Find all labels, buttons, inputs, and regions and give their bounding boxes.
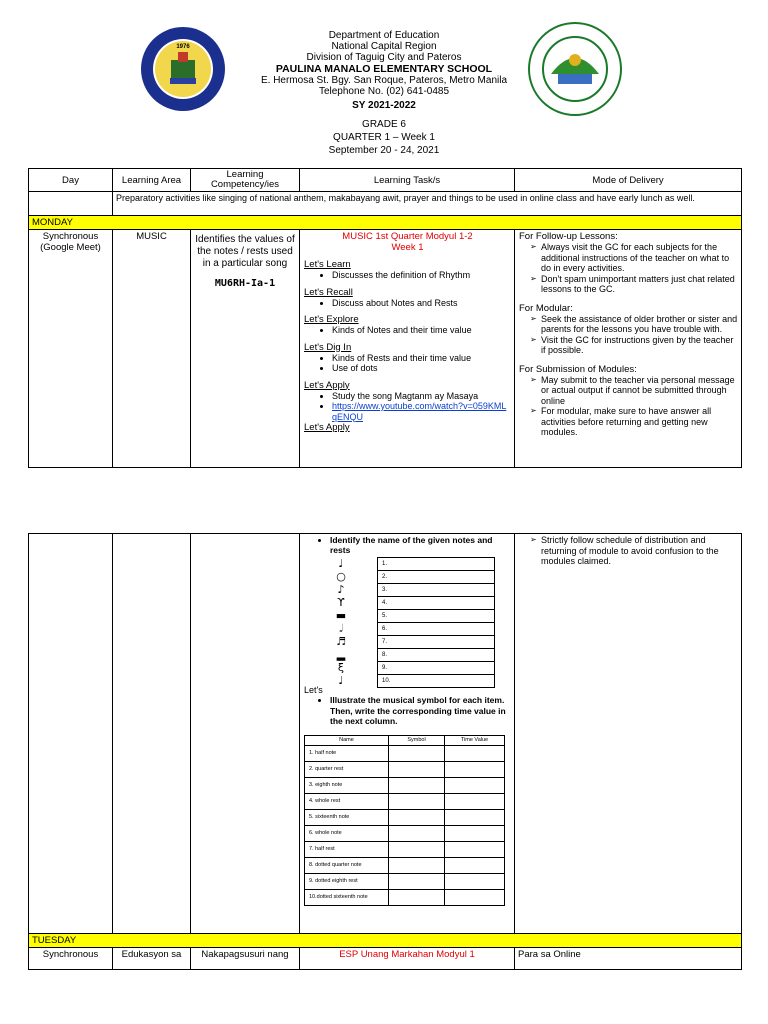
tuesday-mode: Para sa Online bbox=[515, 948, 742, 970]
header-competency: Learning Competency/ies bbox=[191, 169, 300, 192]
symbol-header-time: Time Value bbox=[445, 735, 505, 745]
monday-label: MONDAY bbox=[29, 216, 742, 230]
symbol-header-symbol: Symbol bbox=[389, 735, 445, 745]
section-learn: Let's Learn bbox=[304, 259, 351, 270]
header-day: Day bbox=[29, 169, 113, 192]
time-value-cell[interactable] bbox=[445, 825, 505, 841]
symbol-row-name: 9. dotted eighth rest bbox=[305, 873, 389, 889]
whole-note-icon: ○ bbox=[336, 570, 346, 583]
lets-label: Let's bbox=[304, 685, 323, 695]
symbol-row-name: 5. sixteenth note bbox=[305, 809, 389, 825]
submission-item: ➢ May submit to the teacher via personal message or actual output if cannot be submitted through online bbox=[541, 375, 738, 407]
header-area: Learning Area bbox=[113, 169, 191, 192]
symbol-cell[interactable] bbox=[389, 761, 445, 777]
competency-code: MU6RH-Ia-1 bbox=[214, 278, 276, 289]
time-value-cell[interactable] bbox=[445, 793, 505, 809]
symbol-row-name: 7. half rest bbox=[305, 841, 389, 857]
tuesday-label: TUESDAY bbox=[29, 934, 742, 948]
identify-instruction: • Identify the name of the given notes and rests bbox=[330, 535, 511, 555]
header-region: National Capital Region bbox=[331, 41, 437, 52]
dotted-half-note-icon: ♩ bbox=[338, 674, 344, 687]
dig-in-item: • Kinds of Rests and their time value bbox=[332, 353, 511, 364]
week-dates: September 20 - 24, 2021 bbox=[328, 145, 440, 156]
symbol-row-name: 3. eighth note bbox=[305, 777, 389, 793]
section-apply: Let's Apply bbox=[304, 379, 350, 391]
time-value-cell[interactable] bbox=[445, 857, 505, 873]
modular-title: For Modular: bbox=[519, 302, 573, 314]
header-dept: Department of Education bbox=[328, 30, 440, 41]
eighth-note-icon: ♪ bbox=[337, 583, 345, 596]
header-task: Learning Task/s bbox=[300, 169, 515, 192]
section-dig-in: Let's Dig In bbox=[304, 341, 352, 353]
symbol-cell[interactable] bbox=[389, 809, 445, 825]
schedule-note: ➢ Strictly follow schedule of distribution and returning of module to avoid confusion to the modules claimed. bbox=[541, 535, 738, 567]
time-value-cell[interactable] bbox=[445, 777, 505, 793]
answer-line[interactable]: 7. bbox=[378, 636, 495, 649]
task-week: Week 1 bbox=[391, 242, 424, 253]
symbol-table bbox=[304, 735, 505, 906]
symbol-cell[interactable] bbox=[389, 777, 445, 793]
school-year: SY 2021-2022 bbox=[352, 100, 416, 111]
explore-item: • Kinds of Notes and their time value bbox=[332, 325, 511, 336]
symbol-cell[interactable] bbox=[389, 873, 445, 889]
answer-line[interactable]: 5. bbox=[378, 610, 495, 623]
half-note-icon: 𝅗𝅥 bbox=[339, 622, 343, 635]
time-value-cell[interactable] bbox=[445, 761, 505, 777]
tuesday-day: Synchronous bbox=[29, 948, 113, 970]
weekly-plan-table-continued bbox=[28, 533, 742, 970]
grade: GRADE 6 bbox=[362, 119, 406, 130]
school-address: E. Hermosa St. Bgy. San Roque, Pateros, Metro Manila bbox=[260, 75, 508, 86]
school-phone: Telephone No. (02) 641-0485 bbox=[318, 86, 450, 97]
modular-item: ➢ Seek the assistance of older brother or sister and parents for the lessons you have trouble with. bbox=[541, 314, 738, 335]
followup-item: ➢ Don't spam unimportant matters just chat related lessons to the GC. bbox=[541, 274, 738, 295]
symbol-cell[interactable] bbox=[389, 841, 445, 857]
task-title: MUSIC 1st Quarter Modyul 1-2 bbox=[342, 231, 473, 242]
note-symbols bbox=[326, 557, 356, 687]
school-name: PAULINA MANALO ELEMENTARY SCHOOL bbox=[275, 63, 493, 75]
symbol-row-name: 4. whole rest bbox=[305, 793, 389, 809]
quarter-note-icon: ♩ bbox=[338, 557, 344, 570]
symbol-cell[interactable] bbox=[389, 793, 445, 809]
time-value-cell[interactable] bbox=[445, 745, 505, 761]
symbol-row-name: 6. whole note bbox=[305, 825, 389, 841]
competency-text: Identifies the values of the notes / rests used in a particular song bbox=[195, 234, 295, 269]
half-rest-icon: ▂ bbox=[336, 648, 346, 661]
symbol-row-name: 2. quarter rest bbox=[305, 761, 389, 777]
section-apply-2: Let's Apply bbox=[304, 422, 350, 433]
symbol-cell[interactable] bbox=[389, 889, 445, 905]
answer-line[interactable]: 9. bbox=[378, 662, 495, 675]
tuesday-area: Edukasyon sa bbox=[113, 948, 191, 970]
symbol-row-name: 10.dotted sixteenth note bbox=[305, 889, 389, 905]
recall-item: • Discuss about Notes and Rests bbox=[332, 298, 511, 309]
weekly-plan-table bbox=[28, 168, 742, 468]
eighth-rest-icon: ϒ bbox=[337, 596, 345, 609]
modular-item: ➢ Visit the GC for instructions given by the teacher if possible. bbox=[541, 335, 738, 356]
followup-title: For Follow-up Lessons: bbox=[519, 231, 618, 242]
answer-line[interactable]: 1. bbox=[378, 558, 495, 571]
quarter: QUARTER 1 – Week 1 bbox=[333, 132, 435, 143]
sixteenth-note-icon: ♬ bbox=[336, 635, 346, 648]
quarter-rest-icon: ξ bbox=[337, 661, 345, 674]
tuesday-task: ESP Unang Markahan Modyul 1 bbox=[300, 948, 515, 970]
header-mode: Mode of Delivery bbox=[515, 169, 742, 192]
tuesday-competency: Nakapagsusuri nang bbox=[191, 948, 300, 970]
section-recall: Let's Recall bbox=[304, 286, 353, 298]
section-explore: Let's Explore bbox=[304, 314, 359, 325]
learning-area: MUSIC bbox=[113, 230, 191, 468]
submission-item: ➢ For modular, make sure to have answer all activities before returning and getting new modules. bbox=[541, 406, 738, 438]
symbol-row-name: 8. dotted quarter note bbox=[305, 857, 389, 873]
time-value-cell[interactable] bbox=[445, 889, 505, 905]
symbol-header-name: Name bbox=[305, 735, 389, 745]
time-value-cell[interactable] bbox=[445, 809, 505, 825]
answer-line[interactable]: 10. bbox=[378, 675, 495, 688]
followup-item: ➢ Always visit the GC for each subjects for the additional instructions of the teacher on what to do in every activities. bbox=[541, 242, 738, 274]
answer-line[interactable]: 2. bbox=[378, 571, 495, 584]
symbol-cell[interactable] bbox=[389, 825, 445, 841]
symbol-row-name: 1. half note bbox=[305, 745, 389, 761]
header-division: Division of Taguig City and Pateros bbox=[306, 52, 462, 63]
illustrate-instruction: • Illustrate the musical symbol for each item. Then, write the corresponding time value in the next column. bbox=[330, 695, 511, 727]
time-value-cell[interactable] bbox=[445, 841, 505, 857]
symbol-cell[interactable] bbox=[389, 857, 445, 873]
whole-rest-icon: ▬ bbox=[335, 609, 347, 622]
symbol-cell[interactable] bbox=[389, 745, 445, 761]
answer-line[interactable]: 8. bbox=[378, 649, 495, 662]
answer-line[interactable]: 3. bbox=[378, 584, 495, 597]
notes-answer-table bbox=[377, 557, 495, 688]
time-value-cell[interactable] bbox=[445, 873, 505, 889]
delivery-day: Synchronous (Google Meet) bbox=[29, 230, 113, 468]
learn-item: • Discusses the definition of Rhythm bbox=[332, 270, 511, 281]
answer-line[interactable]: 4. bbox=[378, 597, 495, 610]
dig-in-item: • Use of dots bbox=[332, 363, 511, 374]
apply-item: • Study the song Magtanm ay Masaya bbox=[332, 391, 511, 402]
youtube-link[interactable]: https://www.youtube.com/watch?v=059KMLqENQU bbox=[332, 401, 507, 422]
prep-activities: Preparatory activities like singing of national anthem, makabayang awit, prayer and things to be used in online class and have early lunch as well. bbox=[113, 192, 742, 216]
school-logo-year: 1976 bbox=[176, 44, 190, 50]
answer-line[interactable]: 6. bbox=[378, 623, 495, 636]
submission-title: For Submission of Modules: bbox=[519, 363, 637, 375]
